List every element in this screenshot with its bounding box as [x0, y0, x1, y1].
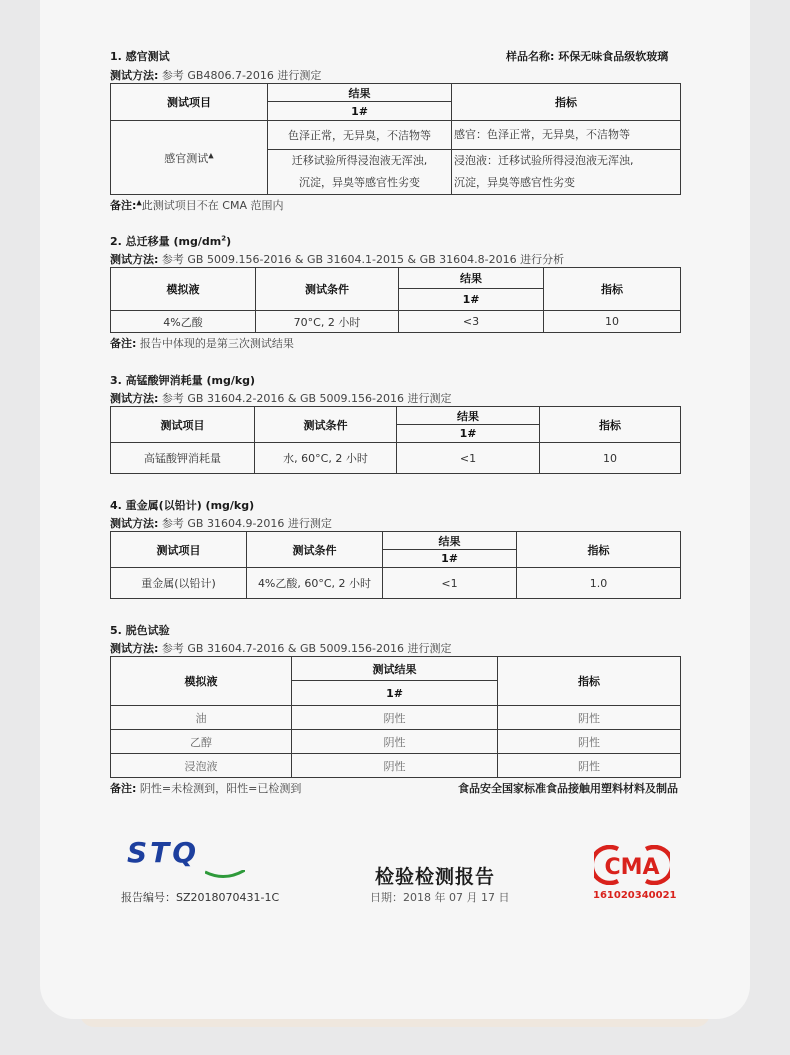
table-row — [111, 754, 681, 778]
sensory-index-1: 感官：色泽正常，无异臭，不洁物等 — [452, 121, 681, 150]
decolor-index: 阴性 — [498, 730, 681, 754]
section-2-note — [110, 335, 294, 351]
cma-seal-icon — [594, 845, 670, 885]
header-test-item: 测试项目 — [111, 407, 255, 443]
report-number: 报告编号：SZ2018070431-1C — [121, 891, 280, 904]
section-5-method — [110, 640, 452, 656]
method-text: 参考 GB 31604.9-2016 进行测定 — [161, 517, 332, 530]
table-row — [111, 706, 681, 730]
permanganate-table — [110, 406, 681, 474]
section-5-title: 5. 脱色试验 — [110, 624, 170, 637]
decolor-table — [110, 656, 681, 778]
permanganate-condition: 水, 60°C, 2 小时 — [255, 443, 397, 474]
decolor-result: 阴性 — [292, 754, 498, 778]
sensory-item-cell — [111, 121, 268, 195]
header-index: 指标 — [540, 407, 681, 443]
section-2-title-end: ) — [226, 235, 232, 248]
section-2-method — [110, 251, 564, 267]
header-test-item: 测试项目 — [111, 532, 247, 568]
method-label: 测试方法: — [110, 392, 159, 405]
sensory-result-2 — [268, 150, 452, 195]
decolor-result: 阴性 — [292, 730, 498, 754]
method-label: 测试方法: — [110, 517, 159, 530]
migration-index: 10 — [544, 311, 681, 333]
sample-name: 样品名称: 环保无味食品级软玻璃 — [506, 50, 669, 63]
method-text: 参考 GB 5009.156-2016 & GB 31604.1-2015 & GB 31604.8-2016 进行分析 — [161, 253, 565, 266]
section-5-note — [110, 780, 301, 796]
header-result: 结果 — [397, 407, 540, 425]
migration-table — [110, 267, 681, 333]
header-index: 指标 — [452, 84, 681, 121]
method-label: 测试方法: — [110, 253, 159, 266]
sensory-result-2-line-1: 迁移试验所得浸泡液无浑浊, — [291, 154, 428, 167]
header-index: 指标 — [517, 532, 681, 568]
sensory-result-2-line-2: 沉淀，异臭等感官性劣变 — [299, 176, 420, 189]
heavy-metal-item: 重金属(以铅计) — [111, 568, 247, 599]
sensory-table — [110, 83, 681, 195]
sensory-index-2 — [452, 150, 681, 195]
method-text: 参考 GB 31604.7-2016 & GB 5009.156-2016 进行测定 — [161, 642, 452, 655]
note-text: 此测试项目不在 CMA 范围内 — [141, 199, 284, 212]
method-label: 测试方法: — [110, 642, 159, 655]
header-simulant: 模拟液 — [111, 657, 292, 706]
header-simulant: 模拟液 — [111, 268, 256, 311]
note-text: 阴性=未检测到，阳性=已检测到 — [139, 782, 302, 795]
header-sample-1: 1# — [383, 550, 517, 568]
migration-result: <3 — [399, 311, 544, 333]
header-condition: 测试条件 — [256, 268, 399, 311]
permanganate-index: 10 — [540, 443, 681, 474]
stq-logo-text: STQ — [127, 836, 200, 869]
section-4-method — [110, 515, 332, 531]
section-1-method — [110, 67, 321, 83]
stq-logo-swoosh-icon — [205, 870, 245, 880]
header-index: 指标 — [544, 268, 681, 311]
cma-logo — [594, 845, 670, 885]
permanganate-result: <1 — [397, 443, 540, 474]
report-date: 日期：2018 年 07 月 17 日 — [370, 891, 510, 904]
decolor-simulant: 浸泡液 — [111, 754, 292, 778]
heavy-metal-condition: 4%乙酸, 60°C, 2 小时 — [247, 568, 383, 599]
note-triangle-icon: ▲ — [136, 198, 142, 207]
note-text: 报告中体现的是第三次测试结果 — [139, 337, 294, 350]
decolor-result: 阴性 — [292, 706, 498, 730]
section-3-method — [110, 390, 452, 406]
note-label: 备注: — [110, 199, 137, 212]
header-result: 结果 — [383, 532, 517, 550]
section-1-title: 1. 感官测试 — [110, 50, 170, 63]
section-2-title — [110, 233, 231, 249]
header-result: 结果 — [399, 268, 544, 289]
sensory-index-2-line-2: 沉淀，异臭等感官性劣变 — [454, 176, 575, 189]
method-text: 参考 GB 31604.2-2016 & GB 5009.156-2016 进行测定 — [161, 392, 452, 405]
note-label: 备注: — [110, 337, 137, 350]
header-result: 结果 — [268, 84, 452, 102]
section-3-title: 3. 高锰酸钾消耗量 (mg/kg) — [110, 374, 256, 387]
cma-seal-text: CMA — [604, 855, 660, 880]
sensory-item-label: 感官测试 — [164, 151, 209, 165]
header-sample-1: 1# — [292, 681, 498, 706]
header-index: 指标 — [498, 657, 681, 706]
method-text: 参考 GB4806.7-2016 进行测定 — [161, 69, 322, 82]
decolor-index: 阴性 — [498, 754, 681, 778]
heavy-metal-index: 1.0 — [517, 568, 681, 599]
migration-condition: 70°C, 2 小时 — [256, 311, 399, 333]
header-test-item: 测试项目 — [111, 84, 268, 121]
standard-name: 食品安全国家标准食品接触用塑料材料及制品 — [458, 782, 678, 795]
header-test-result: 测试结果 — [292, 657, 498, 681]
header-condition: 测试条件 — [247, 532, 383, 568]
triangle-mark-icon: ▲ — [208, 150, 214, 159]
method-label: 测试方法: — [110, 69, 159, 82]
report-title: 检验检测报告 — [375, 866, 496, 888]
sensory-index-2-line-1: 浸泡液：迁移试验所得浸泡液无浑浊, — [454, 154, 634, 167]
heavy-metal-table — [110, 531, 681, 599]
header-sample-1: 1# — [268, 102, 452, 121]
decolor-index: 阴性 — [498, 706, 681, 730]
header-condition: 测试条件 — [255, 407, 397, 443]
heavy-metal-result: <1 — [383, 568, 517, 599]
header-sample-1: 1# — [399, 289, 544, 311]
stq-logo — [127, 836, 247, 886]
section-1-note — [110, 197, 284, 213]
cma-number: 161020340021 — [593, 890, 677, 901]
header-sample-1: 1# — [397, 425, 540, 443]
decolor-simulant: 油 — [111, 706, 292, 730]
sensory-result-1: 色泽正常，无异臭，不洁物等 — [268, 121, 452, 150]
table-row — [111, 730, 681, 754]
section-2-title-text: 2. 总迁移量 (mg/dm — [110, 235, 222, 248]
decolor-simulant: 乙醇 — [111, 730, 292, 754]
migration-simulant: 4%乙酸 — [111, 311, 256, 333]
permanganate-item: 高锰酸钾消耗量 — [111, 443, 255, 474]
note-label: 备注: — [110, 782, 137, 795]
section-4-title: 4. 重金属(以铅计) (mg/kg) — [110, 499, 255, 512]
section-2-title-sup: 2 — [221, 234, 227, 243]
